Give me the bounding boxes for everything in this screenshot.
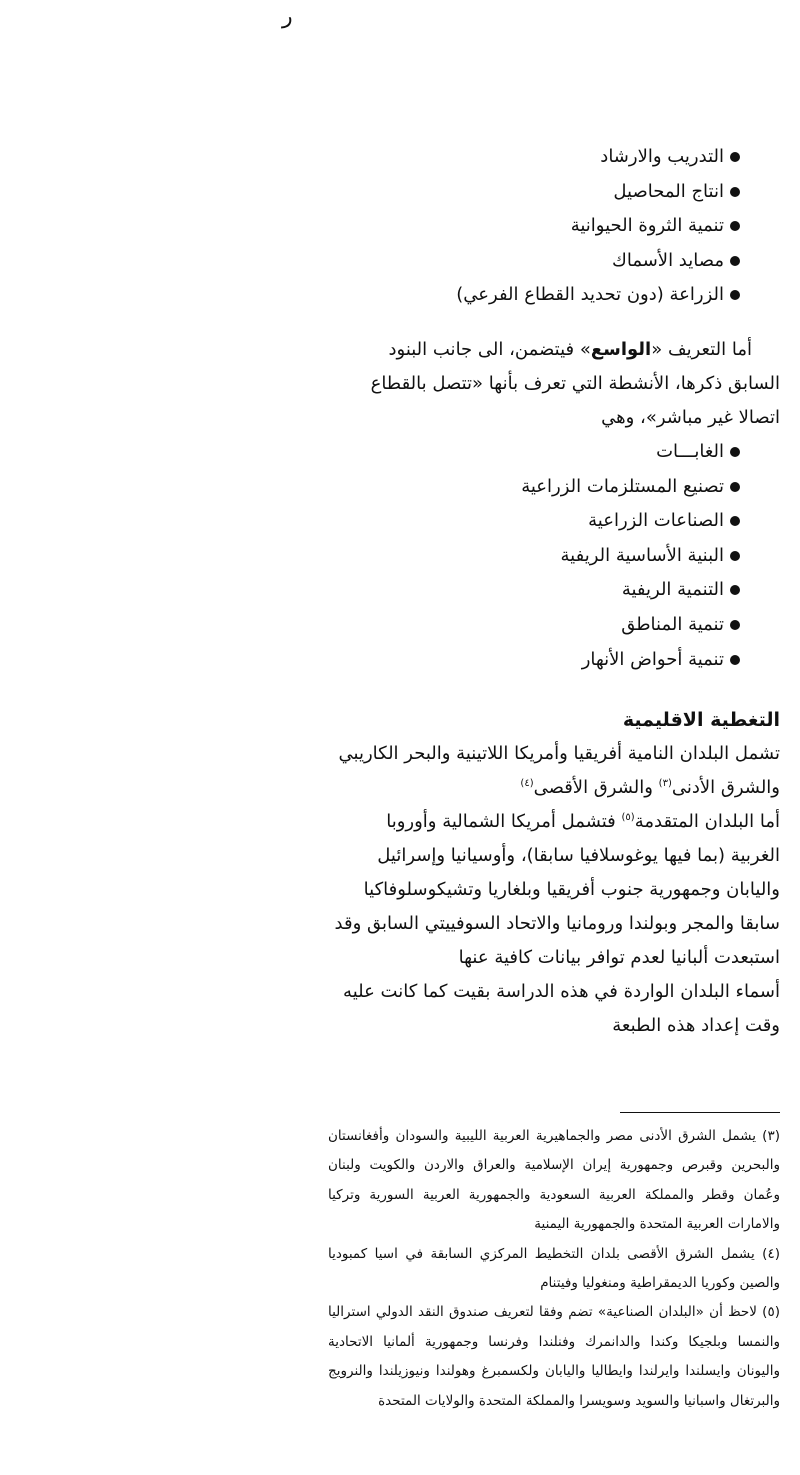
bullet-icon	[730, 187, 740, 197]
list-item: التنمية الريفية	[332, 573, 780, 608]
footnotes	[328, 1122, 780, 1416]
bullet-icon	[730, 482, 740, 492]
bullet-icon	[730, 256, 740, 266]
list-item: انتاج المحاصيل	[332, 175, 780, 210]
broad-definition-list	[332, 435, 780, 677]
narrow-definition-list	[332, 140, 780, 313]
list-item: تصنيع المستلزمات الزراعية	[332, 470, 780, 505]
broad-definition-paragraph: أما التعريف «الواسع» فيتضمن، الى جانب البنود السابق ذكرها، الأنشطة التي تعرف بأنها «تتصل بالقطاع اتصالا غير مباشر»، وهي	[370, 338, 780, 428]
page-mark: ر	[282, 4, 293, 29]
footnote: (٤) يشمل الشرق الأقصى بلدان التخطيط المركزي السابقة في اسيا كمبوديا والصين وكوريا الديمقراطية ومنغوليا وفيتنام	[328, 1245, 780, 1292]
list-item: الزراعة (دون تحديد القطاع الفرعي)	[332, 278, 780, 313]
list-item: تنمية أحواض الأنهار	[332, 643, 780, 678]
footnote-ref: (٤)	[520, 778, 534, 790]
bullet-icon	[730, 655, 740, 665]
list-item: تنمية المناطق	[332, 608, 780, 643]
footnote: (٣) يشمل الشرق الأدنى مصر والجماهيرية العربية الليبية والسودان وأفغانستان والبحرين وقبرص وجمهورية إيران الإسلامية والعراق والاردن والكويت ولبنان وعُمان وقطر والمملكة العربية السعودية والجمهورية العربية السورية وتركيا والامارات العربية المتحدة والجمهورية اليمنية	[328, 1128, 780, 1233]
list-item: مصايد الأسماك	[332, 244, 780, 279]
bullet-icon	[730, 152, 740, 162]
footnote-ref: (٥)	[621, 812, 635, 824]
bullet-icon	[730, 620, 740, 630]
bullet-icon	[730, 447, 740, 457]
list-item: الغابـــات	[332, 435, 780, 470]
list-item: الصناعات الزراعية	[332, 504, 780, 539]
bullet-icon	[730, 585, 740, 595]
regional-paragraph-2: أما البلدان المتقدمة$^{(٥)}$ فتشمل أمريكا الشمالية وأوروبا الغربية (بما فيها يوغوسلافيا سابقا)، وأوسيانيا وإسرائيل واليابان وجمهورية جنوب أفريقيا وبلغاريا وتشيكوسلوفاكيا سابقا والمجر وبولندا ورومانيا والاتحاد السوفييتي السابق وقد استبعدت ألبانيا لعدم توافر بيانات كافية عنها	[334, 811, 780, 969]
footnote-divider	[620, 1112, 780, 1113]
list-item: البنية الأساسية الريفية	[332, 539, 780, 574]
bullet-icon	[730, 516, 740, 526]
footnote-ref: (٣)	[658, 778, 672, 790]
footnote: (٥) لاحظ أن «البلدان الصناعية» تضم وفقا لتعريف صندوق النقد الدولي استراليا والنمسا وبلجيكا وكندا والدانمرك وفنلندا وفرنسا وجمهورية ألمانيا الاتحادية واليونان وايسلندا وايرلندا وايطاليا واليابان ولكسمبرغ وهولندا ونيوزيلندا والنرويج والبرتغال واسبانيا والسويد وسويسرا والمملكة المتحدة والولايات المتحدة	[328, 1304, 780, 1409]
regional-paragraph-3: أسماء البلدان الواردة في هذه الدراسة بقيت كما كانت عليه وقت إعداد هذه الطبعة	[343, 981, 780, 1037]
section-heading: التغطية الاقليمية	[622, 709, 780, 732]
list-item: التدريب والارشاد	[332, 140, 780, 175]
bullet-icon	[730, 290, 740, 300]
bullet-icon	[730, 221, 740, 231]
bullet-icon	[730, 551, 740, 561]
main-column	[332, 140, 780, 1043]
bold-term: الواسع	[590, 338, 652, 360]
list-item: تنمية الثروة الحيوانية	[332, 209, 780, 244]
regional-paragraph-1: تشمل البلدان النامية أفريقيا وأمريكا اللاتينية والبحر الكاريبي والشرق الأدنى$^{(٣)}$ والشرق الأقصى$^{(٤)}$	[338, 743, 780, 799]
